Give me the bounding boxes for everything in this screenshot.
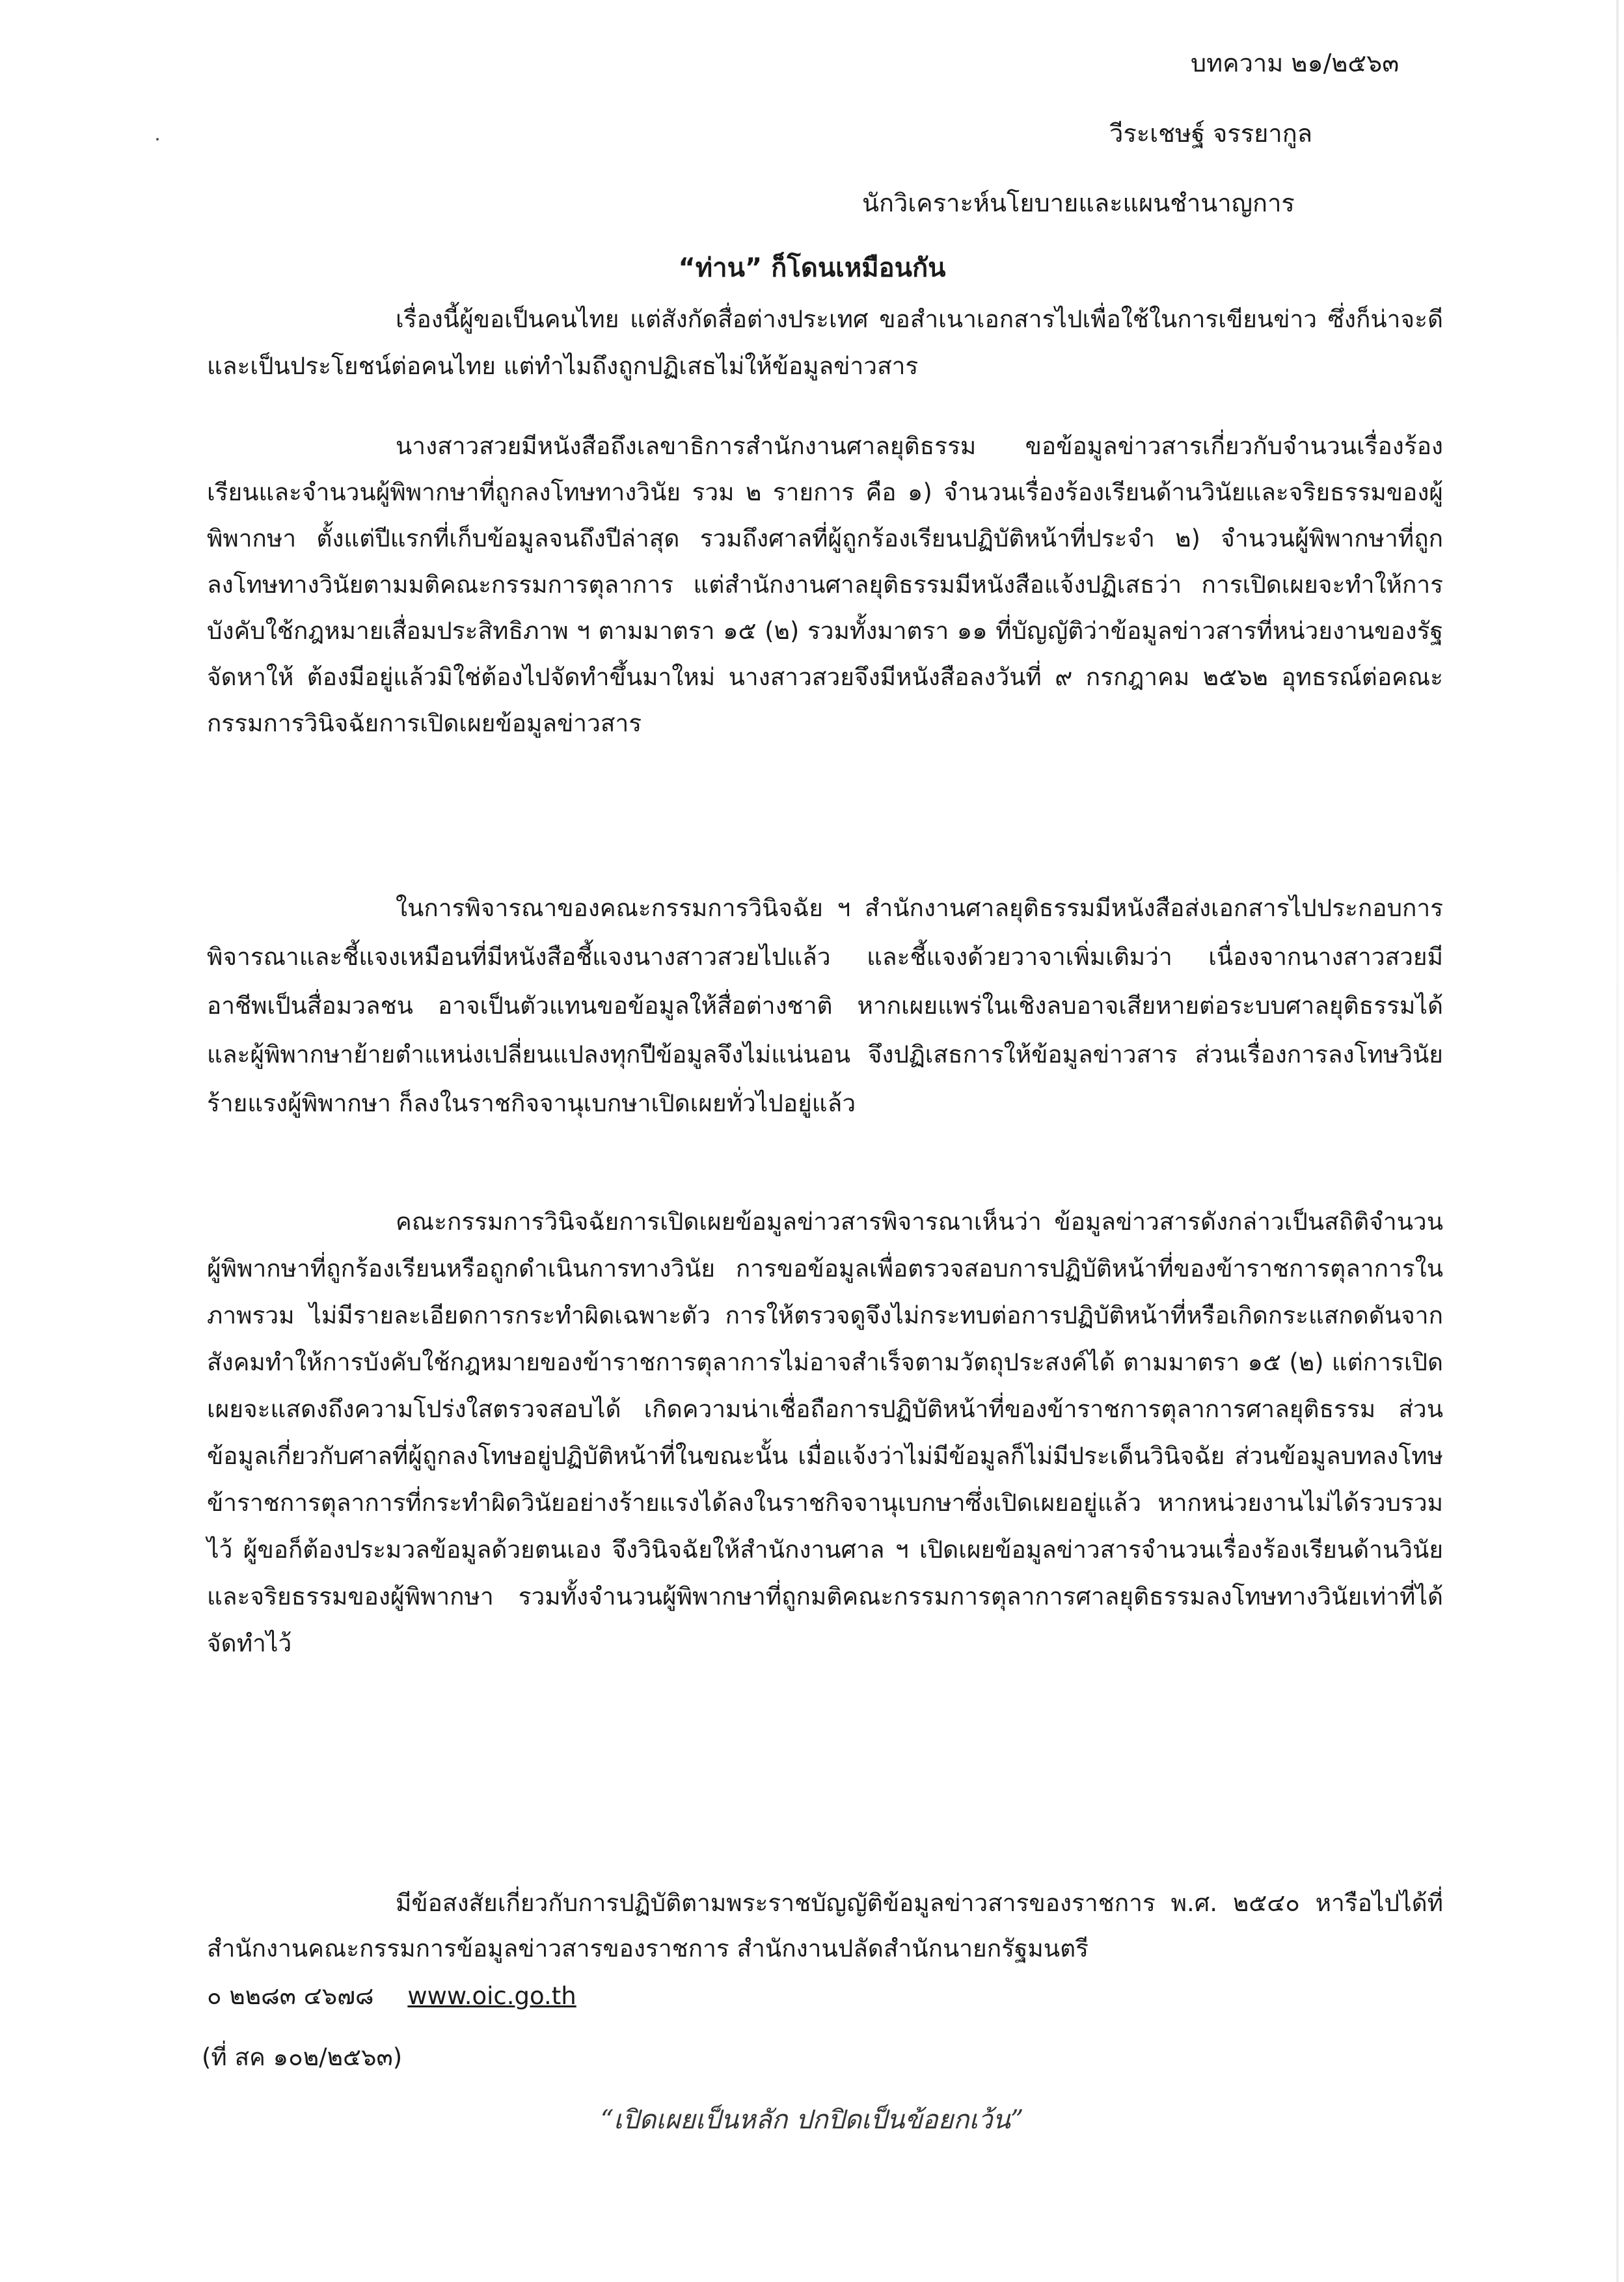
author-position: นักวิเคราะห์นโยบายและแผนชำนาญการ bbox=[862, 189, 1295, 217]
paragraph-contact-info: มีข้อสงสัยเกี่ยวกับการปฏิบัติตามพระราชบัญญัติข้อมูลข่าวสารของราชการ พ.ศ. ๒๕๔๐ หารือไปได้ที่สำนักงานคณะกรรมการข้อมูลข่าวสารของราชการ สำนักงานปลัดสำนักนายกรัฐมนตรี bbox=[207, 1889, 1443, 1963]
reference-number: (ที่ สค ๑๐๒/๒๕๖๓) bbox=[202, 2043, 403, 2071]
contact-line bbox=[207, 1978, 576, 2015]
scan-edge-shadow bbox=[1616, 0, 1619, 2282]
phone-number: ๐ ๒๒๘๓ ๔๖๗๘ bbox=[207, 1982, 374, 2010]
motto: “เปิดเผยเป็นหลัก ปกปิดเป็นข้อยกเว้น” bbox=[600, 2105, 1024, 2135]
article-number: บทความ ๒๑/๒๕๖๓ bbox=[1191, 49, 1400, 77]
scan-speck bbox=[156, 138, 159, 141]
paragraph-decision: คณะกรรมการวินิจฉัยการเปิดเผยข้อมูลข่าวสารพิจารณาเห็นว่า ข้อมูลข่าวสารดังกล่าวเป็นสถิติจำนวนผู้พิพากษาที่ถูกร้องเรียนหรือถูกดำเนินการทางวินัย การขอข้อมูลเพื่อตรวจสอบการปฏิบัติหน้าที่ของข้าราชการตุลาการในภาพรวม ไม่มีรายละเอียดการกระทำผิดเฉพาะตัว การให้ตรวจดูจึงไม่กระทบต่อการปฏิบัติหน้าที่หรือเกิดกระแสกดดันจากสังคมทำให้การบังคับใช้กฎหมายของข้าราชการตุลาการไม่อาจสำเร็จตามวัตถุประสงค์ได้ ตามมาตรา ๑๕ (๒) แต่การเปิดเผยจะแสดงถึงความโปร่งใสตรวจสอบได้ เกิดความน่าเชื่อถือการปฏิบัติหน้าที่ของข้าราชการตุลาการศาลยุติธรรม ส่วนข้อมูลเกี่ยวกับศาลที่ผู้ถูกลงโทษอยู่ปฏิบัติหน้าที่ในขณะนั้น เมื่อแจ้งว่าไม่มีข้อมูลก็ไม่มีประเด็นวินิจฉัย ส่วนข้อมูลบทลงโทษข้าราชการตุลาการที่กระทำผิดวินัยอย่างร้ายแรงได้ลงในราชกิจจานุเบกษาซึ่งเปิดเผยอยู่แล้ว หากหน่วยงานไม่ได้รวบรวมไว้ ผู้ขอก็ต้องประมวลข้อมูลด้วยตนเอง จึงวินิจฉัยให้สำนักงานศาล ฯ เปิดเผยข้อมูลข่าวสารจำนวนเรื่องร้องเรียนด้านวินัยและจริยธรรมของผู้พิพากษา รวมทั้งจำนวนผู้พิพากษาที่ถูกมติคณะกรรมการตุลาการศาลยุติธรรมลงโทษทางวินัยเท่าที่ได้จัดทำไว้ bbox=[207, 1208, 1443, 1657]
paragraph-consideration: ในการพิจารณาของคณะกรรมการวินิจฉัย ฯ สำนักงานศาลยุติธรรมมีหนังสือส่งเอกสารไปประกอบการพิจารณาและชี้แจงเหมือนที่มีหนังสือชี้แจงนางสาวสวยไปแล้ว และชี้แจงด้วยวาจาเพิ่มเติมว่า เนื่องจากนางสาวสวยมีอาชีพเป็นสื่อมวลชน อาจเป็นตัวแทนขอข้อมูลให้สื่อต่างชาติ หากเผยแพร่ในเชิงลบอาจเสียหายต่อระบบศาลยุติธรรมได้ และผู้พิพากษาย้ายตำแหน่งเปลี่ยนแปลงทุกปีข้อมูลจึงไม่แน่นอน จึงปฏิเสธการให้ข้อมูลข่าวสาร ส่วนเรื่องการลงโทษวินัยร้ายแรงผู้พิพากษา ก็ลงในราชกิจจานุเบกษาเปิดเผยทั่วไปอยู่แล้ว bbox=[207, 894, 1443, 1117]
article-title: “ท่าน” ก็โดนเหมือนกัน bbox=[678, 253, 946, 283]
paragraph-intro: เรื่องนี้ผู้ขอเป็นคนไทย แต่สังกัดสื่อต่างประเทศ ขอสำเนาเอกสารไปเพื่อใช้ในการเขียนข่าว ซึ่งก็น่าจะดี และเป็นประโยชน์ต่อคนไทย แต่ทำไมถึงถูกปฏิเสธไม่ให้ข้อมูลข่าวสาร bbox=[207, 305, 1443, 380]
paragraph-request: นางสาวสวยมีหนังสือถึงเลขาธิการสำนักงานศาลยุติธรรม ขอข้อมูลข่าวสารเกี่ยวกับจำนวนเรื่องร้องเรียนและจำนวนผู้พิพากษาที่ถูกลงโทษทางวินัย รวม ๒ รายการ คือ ๑) จำนวนเรื่องร้องเรียนด้านวินัยและจริยธรรมของผู้พิพากษา ตั้งแต่ปีแรกที่เก็บข้อมูลจนถึงปีล่าสุด รวมถึงศาลที่ผู้ถูกร้องเรียนปฏิบัติหน้าที่ประจำ ๒) จำนวนผู้พิพากษาที่ถูกลงโทษทางวินัยตามมติคณะกรรมการตุลาการ แต่สำนักงานศาลยุติธรรมมีหนังสือแจ้งปฏิเสธว่า การเปิดเผยจะทำให้การบังคับใช้กฎหมายเสื่อมประสิทธิภาพ ฯ ตามมาตรา ๑๕ (๒) รวมทั้งมาตรา ๑๑ ที่บัญญัติว่าข้อมูลข่าวสารที่หน่วยงานของรัฐจัดหาให้ ต้องมีอยู่แล้วมิใช่ต้องไปจัดทำขึ้นมาใหม่ นางสาวสวยจึงมีหนังสือลงวันที่ ๙ กรกฎาคม ๒๕๖๒ อุทธรณ์ต่อคณะกรรมการวินิจฉัยการเปิดเผยข้อมูลข่าวสาร bbox=[207, 432, 1443, 737]
website-link[interactable]: www.oic.go.th bbox=[407, 1982, 576, 2010]
author-name: วีระเชษฐ์ จรรยากูล bbox=[1109, 119, 1313, 148]
